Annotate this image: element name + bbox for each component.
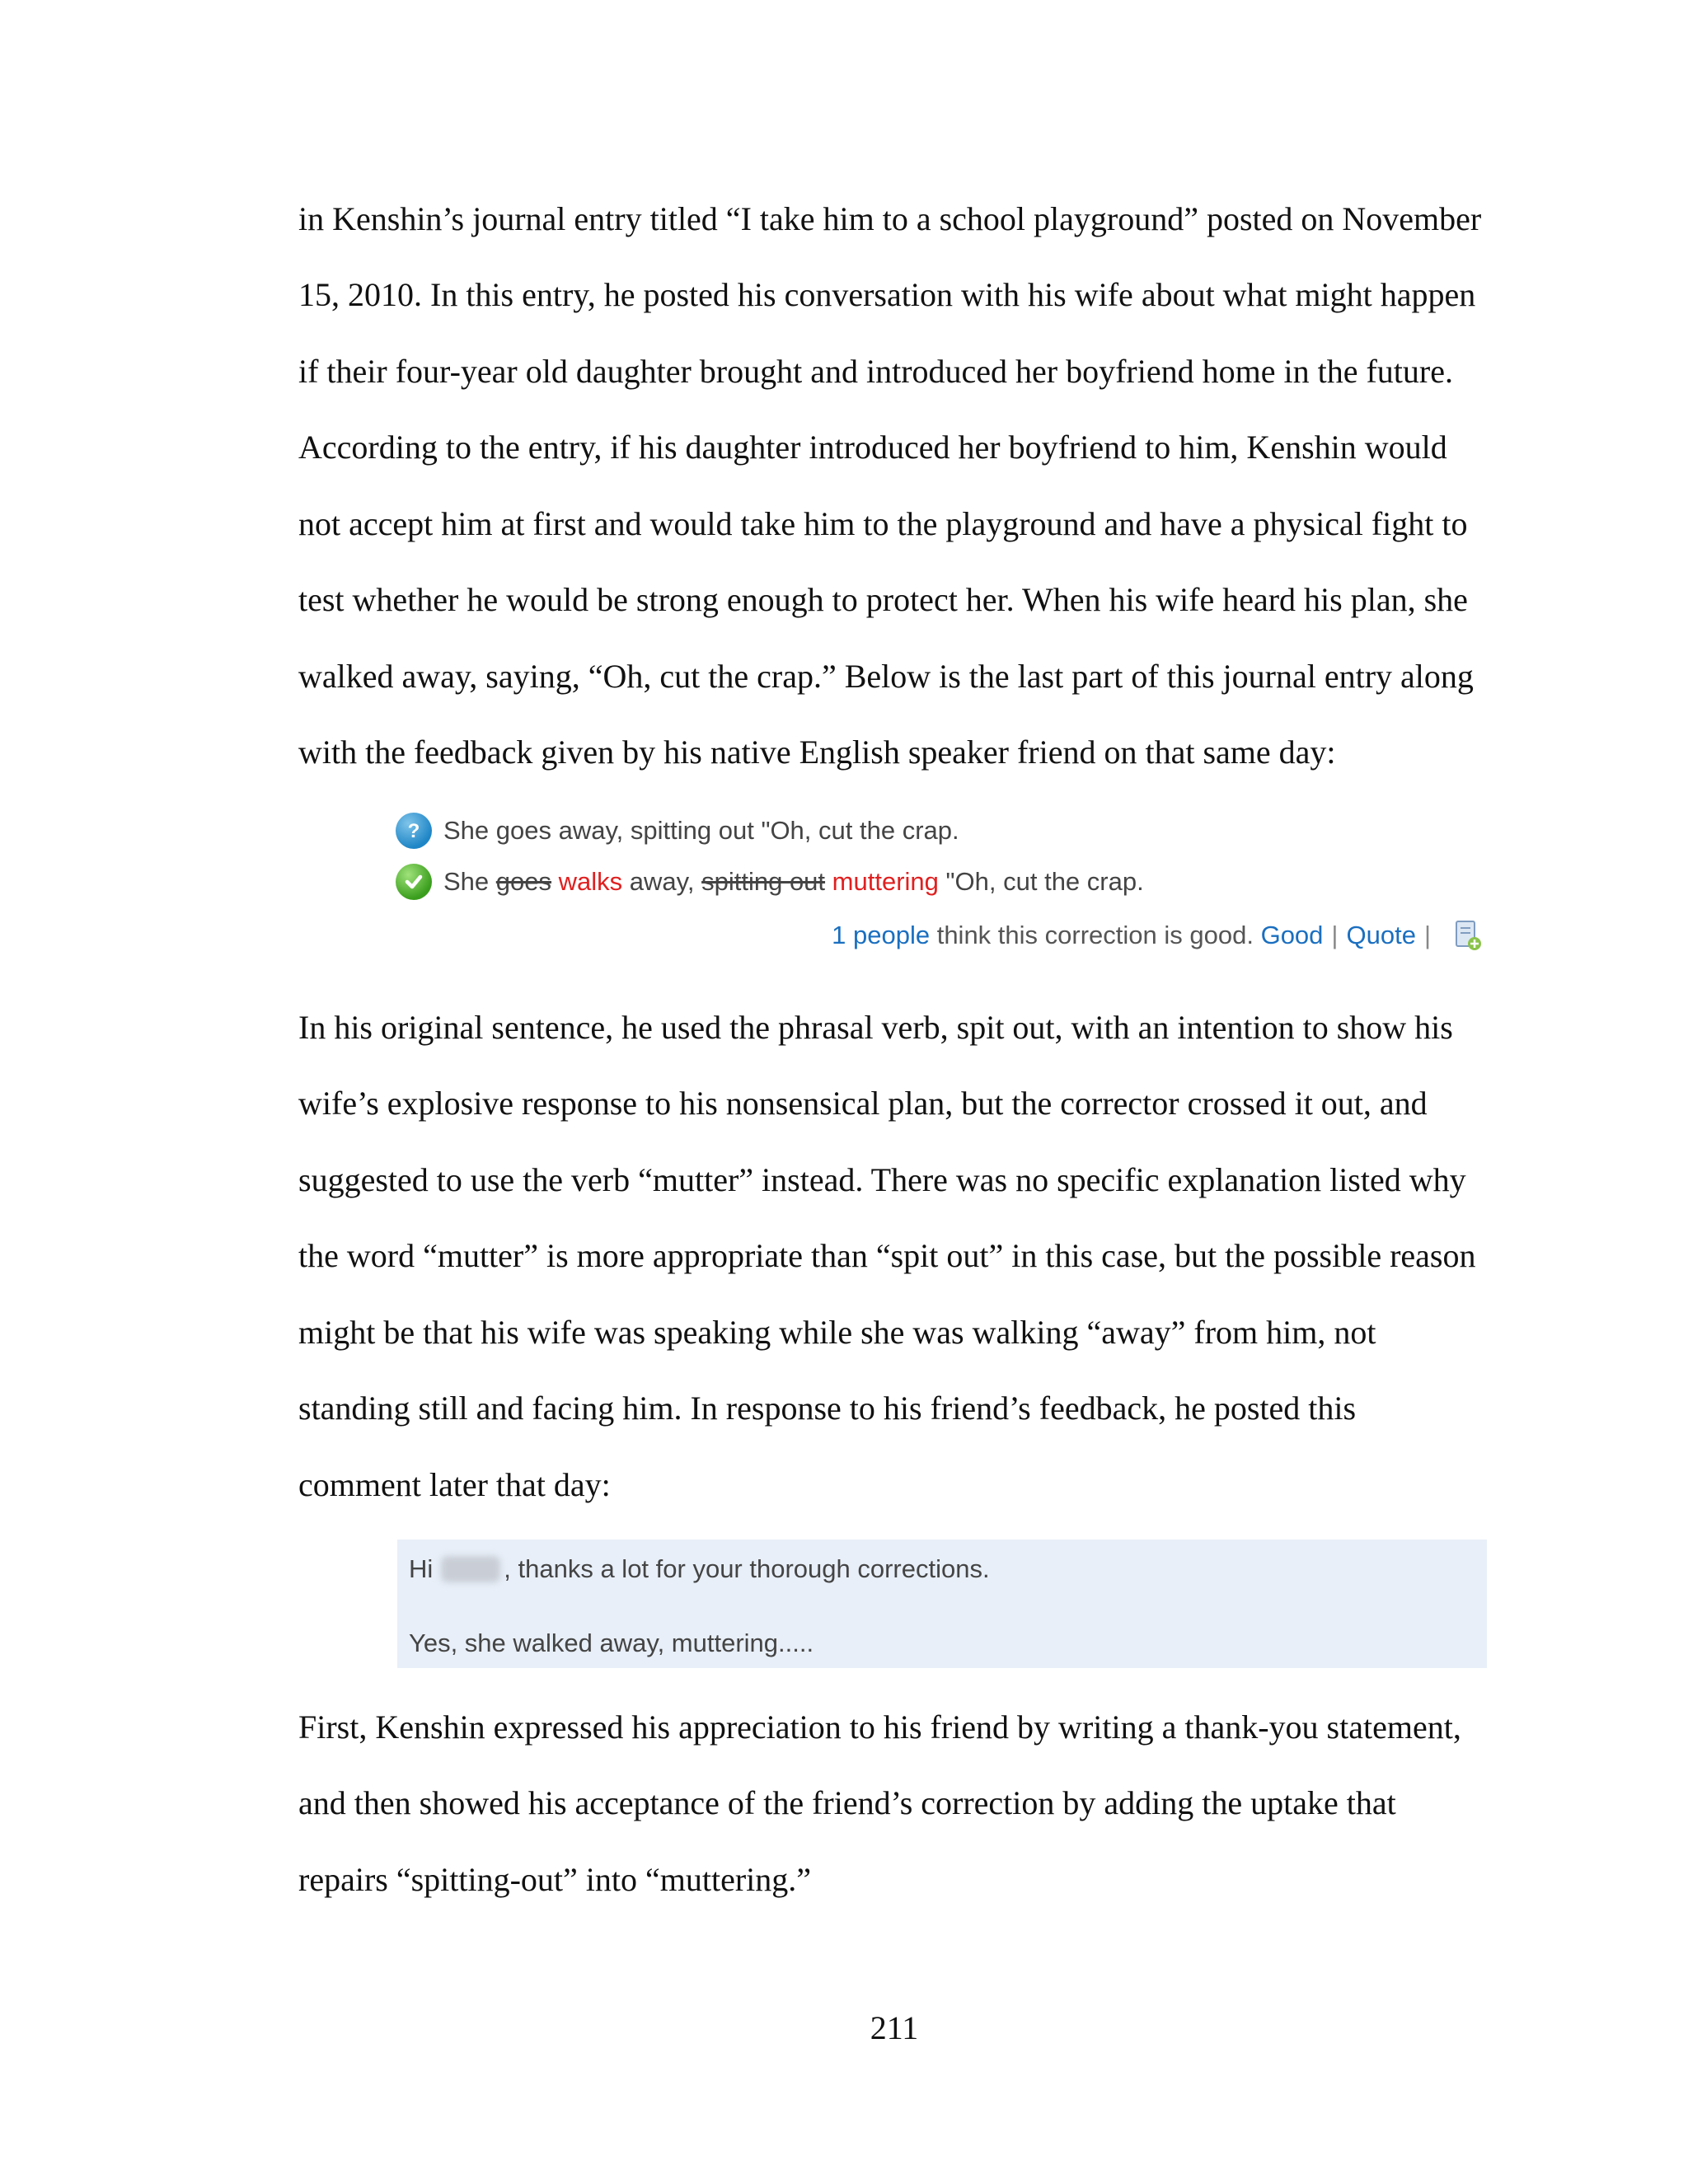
text-line: and then showed his acceptance of the friend’s correction by adding the uptake that <box>298 1784 1396 1821</box>
separator: | <box>1423 921 1431 949</box>
text-line: suggested to use the verb “mutter” instead. There was no specific explanation listed why <box>298 1161 1466 1198</box>
quote-link[interactable]: Quote <box>1346 921 1416 949</box>
corrected-word: away, <box>629 867 695 896</box>
good-link[interactable]: Good <box>1260 921 1324 949</box>
people-link[interactable]: 1 people <box>832 921 931 949</box>
corrected-word: "Oh, cut the crap. <box>945 867 1144 896</box>
inserted-text: walks <box>558 867 623 896</box>
original-sentence: She goes away, spitting out "Oh, cut the crap. <box>443 816 959 845</box>
bookmark-add-icon[interactable] <box>1454 919 1482 952</box>
text-line: test whether he would be strong enough to protect her. When his wife heard his plan, she <box>298 581 1468 618</box>
thanks-text: , thanks a lot for your thorough corrections. <box>504 1554 990 1583</box>
original-sentence-row <box>396 810 959 851</box>
text-line: standing still and facing him. In response to his friend’s feedback, he posted this <box>298 1390 1357 1427</box>
checkmark-icon <box>396 864 432 900</box>
inserted-text: muttering <box>832 867 939 896</box>
text-line: 15, 2010. In this entry, he posted his conversation with his wife about what might happen <box>298 276 1476 313</box>
text-line: According to the entry, if his daughter introduced her boyfriend to him, Kenshin would <box>298 429 1447 466</box>
svg-text:?: ? <box>407 820 420 842</box>
greeting: Hi <box>409 1554 434 1583</box>
reply-text: Yes, she walked away, muttering..... <box>409 1629 814 1657</box>
question-icon <box>396 813 432 849</box>
text-line: in Kenshin’s journal entry titled “I take him to a school playground” posted on November <box>298 200 1482 237</box>
text-line: the word “mutter” is more appropriate than “spit out” in this case, but the possible reason <box>298 1237 1476 1274</box>
text-line: repairs “spitting-out” into “muttering.” <box>298 1861 812 1898</box>
text-line: In his original sentence, he used the phrasal verb, spit out, with an intention to show his <box>298 1009 1453 1046</box>
comment-greeting-line <box>409 1554 990 1584</box>
blurred-name <box>441 1556 500 1582</box>
comment-screenshot <box>397 1540 1487 1668</box>
deleted-text: goes <box>495 867 552 896</box>
correction-footer <box>832 919 1482 952</box>
correction-screenshot <box>396 804 1500 968</box>
text-line: with the feedback given by his native English speaker friend on that same day: <box>298 733 1336 771</box>
text-line: might be that his wife was speaking while she was walking “away” from him, not <box>298 1314 1376 1351</box>
deleted-text: spitting out <box>701 867 826 896</box>
corrected-word: She <box>443 867 490 896</box>
text-line: comment later that day: <box>298 1466 611 1503</box>
separator: | <box>1331 921 1339 949</box>
text-line: First, Kenshin expressed his appreciation to his friend by writing a thank-you statement, <box>298 1708 1461 1746</box>
page-number: 211 <box>870 2009 919 2046</box>
comment-reply-line <box>409 1629 814 1658</box>
footer-text: think this correction is good. <box>936 921 1254 949</box>
text-line: not accept him at first and would take him to the playground and have a physical fight to <box>298 505 1468 542</box>
text-line: walked away, saying, “Oh, cut the crap.” Below is the last part of this journal entry along <box>298 658 1474 695</box>
corrected-sentence-row <box>396 861 1144 902</box>
text-line: wife’s explosive response to his nonsensical plan, but the corrector crossed it out, and <box>298 1085 1428 1122</box>
text-line: if their four-year old daughter brought and introduced her boyfriend home in the future. <box>298 353 1453 390</box>
